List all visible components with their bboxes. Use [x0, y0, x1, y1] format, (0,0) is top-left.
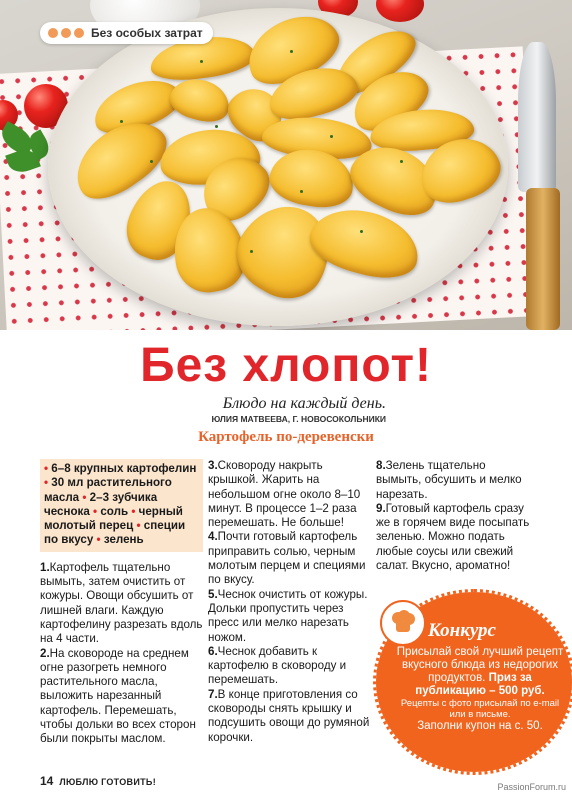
- step-text: Почти готовый картофель приправить солью, черным молотым перцем и специями по вкусу.: [208, 530, 366, 587]
- dill-sprinkle: [290, 50, 293, 53]
- recipe-step: [40, 647, 203, 747]
- dill-sprinkle: [200, 60, 203, 63]
- tag-dot-icon: [48, 28, 58, 38]
- bullet-icon: •: [82, 490, 87, 504]
- dill-sprinkle: [120, 120, 123, 123]
- step-number: 9.: [376, 501, 386, 515]
- step-number: 1.: [40, 560, 50, 574]
- bullet-icon: •: [136, 519, 141, 533]
- step-text: На сковороде на среднем огне разогреть немного растительного масла, выложить нарезанный картофель. Перемешать, чтобы дольки во всех сторон были покрыты маслом.: [40, 646, 196, 746]
- dill-sprinkle: [360, 230, 363, 233]
- bullet-icon: •: [44, 462, 49, 475]
- dill-sprinkle: [150, 160, 153, 163]
- recipe-step: [208, 588, 370, 645]
- step-number: 8.: [376, 459, 386, 472]
- ingredient-item: специи по вкусу: [44, 519, 186, 547]
- section-tag-label: Без особых затрат: [91, 26, 203, 40]
- bullet-icon: •: [44, 476, 49, 490]
- recipe-step: [208, 688, 370, 745]
- recipe-step: [208, 530, 370, 587]
- step-number: 2.: [40, 646, 50, 660]
- contest-title: Конкурс: [428, 620, 496, 641]
- page-footer: [40, 774, 156, 788]
- step-text: Чеснок очистить от кожуры. Дольки пропустить через пресс или мелко нарезать ножом.: [208, 587, 368, 644]
- recipe-step: [376, 502, 532, 573]
- ingredient-item: 30 мл растительного масла: [44, 476, 172, 504]
- dish-name: Картофель по-деревенски: [198, 429, 374, 445]
- contest-coupon: Заполни купон на с. 50.: [417, 720, 543, 732]
- bullet-icon: •: [93, 504, 98, 518]
- dill-sprinkle: [250, 250, 253, 253]
- text-column-1: [40, 459, 203, 747]
- step-text: Чеснок добавить к картофелю в сковороду и перемешать.: [208, 644, 347, 687]
- dill-sprinkle: [300, 190, 303, 193]
- step-text: Готовый картофель сразу же в горячем виде посыпать зеленью. Можно подать любые соусы или свежий салат. Вкусно, ароматно!: [376, 501, 530, 573]
- step-text: Сковороду накрыть крышкой. Жарить на небольшом огне около 8–10 минут. В процессе 1–2 раза перемешать. Не больше!: [208, 459, 361, 530]
- dill-sprinkle: [400, 160, 403, 163]
- ingredient-item: черный молотый перец: [44, 504, 183, 533]
- ingredient-item: 6–8 крупных картофелин: [51, 462, 197, 475]
- tag-dot-icon: [74, 28, 84, 38]
- page-number: 14: [40, 774, 54, 788]
- contest-note: Рецепты с фото присылай по e-mail или в письме.: [400, 698, 560, 720]
- food-photo: [0, 0, 572, 330]
- text-column-3: [376, 459, 532, 573]
- contest-prize: Приз за публикацию – 500 руб.: [415, 672, 545, 697]
- contest-text: Присылай свой лучший рецепт вкусного блюда из недорогих продуктов.: [396, 646, 564, 684]
- ingredient-item: 2–3 зубчика чеснока: [44, 490, 158, 518]
- step-number: 7.: [208, 687, 218, 701]
- step-text: В конце приготовления со сковороды снять крышку и подсушить овощи до румяной корочки.: [208, 687, 370, 744]
- recipe-step: [376, 459, 532, 502]
- knife-image: [518, 42, 556, 192]
- tomato-image: [376, 0, 424, 22]
- recipe-step: [208, 645, 370, 688]
- article-author: ЮЛИЯ МАТВЕЕВА, Г. НОВОСОКОЛЬНИКИ: [211, 414, 386, 424]
- dill-sprinkle: [330, 135, 333, 138]
- step-number: 6.: [208, 644, 218, 658]
- section-tag: [40, 22, 213, 44]
- watermark: PassionForum.ru: [497, 782, 566, 792]
- step-number: 4.: [208, 530, 218, 544]
- ingredients-box: [40, 459, 203, 552]
- article-subtitle: Блюдо на каждый день.: [222, 395, 386, 412]
- ingredient-item: соль: [100, 504, 129, 518]
- recipe-step: [208, 459, 370, 530]
- contest-body: [394, 646, 566, 733]
- bullet-icon: •: [131, 504, 136, 518]
- step-number: 5.: [208, 587, 218, 601]
- recipe-step: [40, 561, 203, 647]
- step-text: Картофель тщательно вымыть, затем очистить от кожуры. Овощи обсушить от лишней влаги. Каждую картофелину разрезать вдоль на 4 части.: [40, 560, 203, 646]
- text-column-2: [208, 459, 370, 745]
- dill-sprinkle: [215, 125, 218, 128]
- contest-badge: [376, 592, 572, 772]
- magazine-name: ЛЮБЛЮ ГОТОВИТЬ!: [59, 777, 156, 787]
- chef-hat-icon: [380, 600, 426, 646]
- tag-dot-icon: [61, 28, 71, 38]
- article-title: Без хлопот!: [140, 339, 432, 392]
- step-text: Зелень тщательно вымыть, обсушить и мелко нарезать.: [376, 459, 522, 501]
- ingredient-item: зелень: [103, 533, 144, 547]
- bullet-icon: •: [96, 533, 101, 547]
- step-number: 3.: [208, 459, 218, 472]
- knife-handle-image: [526, 188, 560, 330]
